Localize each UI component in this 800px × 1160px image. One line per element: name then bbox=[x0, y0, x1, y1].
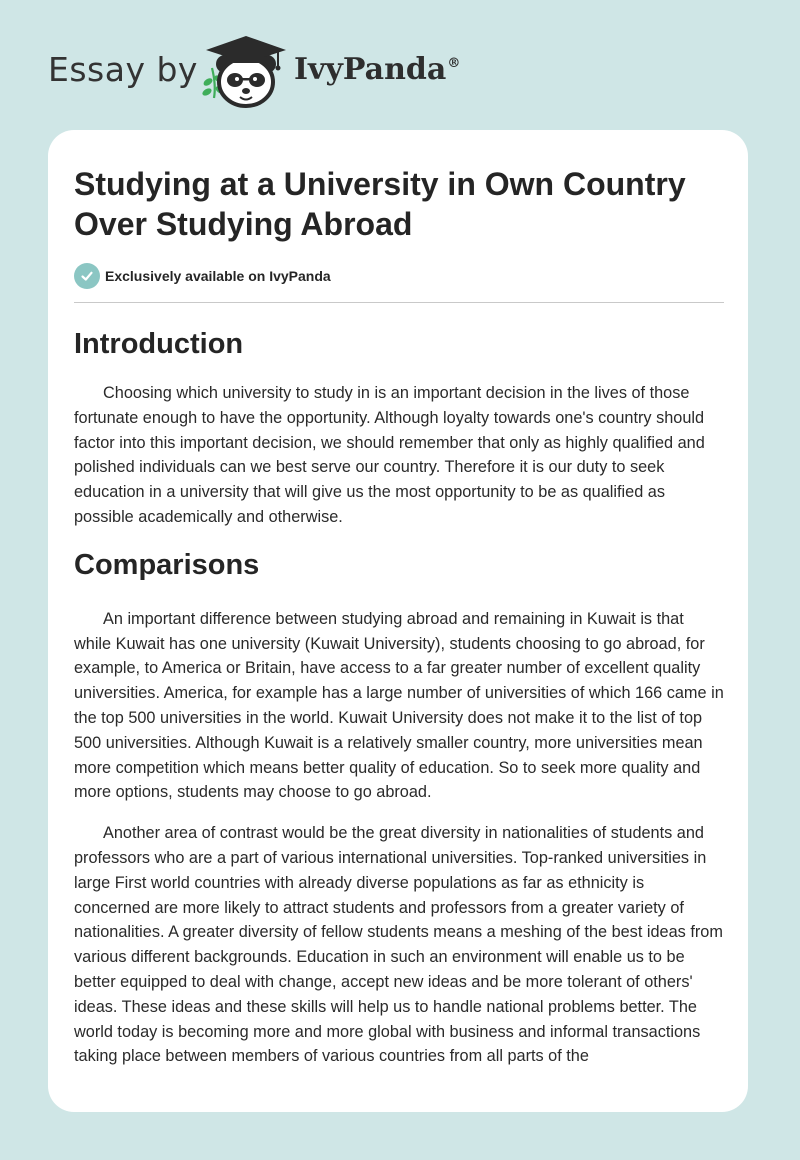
exclusive-badge bbox=[74, 263, 724, 289]
exclusive-badge-label: Exclusively available on IvyPanda bbox=[105, 268, 331, 284]
brand-name-text: IvyPanda bbox=[294, 52, 447, 87]
title-divider bbox=[74, 302, 724, 303]
article-title: Studying at a University in Own Country Over Studying Abroad bbox=[74, 166, 686, 242]
section-heading-introduction: Introduction bbox=[74, 328, 244, 360]
article-card bbox=[48, 130, 748, 1112]
panda-graduate-icon bbox=[200, 30, 292, 110]
paragraph: An important difference between studying abroad and remaining in Kuwait is that while Kuwait has one university (Kuwait University), students choosing to go abroad, for example, to America or Britain, have access to a far greater number of excellent quality universities. America, for example has a large number of universities of which 166 came in the top 500 universities in the world. Kuwait University does not make it to the list of top 500 universities. Although Kuwait is a relatively smaller country, more universities mean more competition which means better quality of education. So to seek more quality and more options, students may choose to go abroad. bbox=[74, 609, 724, 802]
essay-by-label: Essay by bbox=[48, 50, 198, 89]
section-heading-comparisons: Comparisons bbox=[74, 548, 260, 581]
paragraph: Choosing which university to study in is an important decision in the lives of those fortunate enough to have the opportunity. Although loyalty towards one's country should factor into this important decision, we should remember that only as highly qualified and polished individuals can we best serve our country. Therefore it is our duty to seek education in a university that will give us the most opportunity to be as qualified as possible academically and otherwise. bbox=[74, 384, 705, 526]
paragraph: Another area of contrast would be the great diversity in nationalities of students and professors who are a part of various international universities. Top-ranked universities in large First world countries with already diverse populations as far as ethnicity is concerned are more likely to attract students and professors from a greater variety of nationalities. A greater diversity of fellow students means a meshing of the best ideas from various different backgrounds. Education in such an environment will enable us to be better equipped to deal with change, accept new ideas and be more tolerant of others' ideas. These ideas and these skills will help us to handle national problems better. The world today is becoming more and more global with business and informal transactions taking place between members of various countries from all parts of the bbox=[74, 824, 723, 1066]
article-content bbox=[74, 164, 724, 1069]
site-header bbox=[0, 0, 800, 130]
checkmark-icon bbox=[80, 269, 94, 283]
registered-mark: ® bbox=[447, 56, 461, 71]
brand-name[interactable] bbox=[294, 52, 460, 87]
check-circle-icon bbox=[74, 263, 100, 289]
